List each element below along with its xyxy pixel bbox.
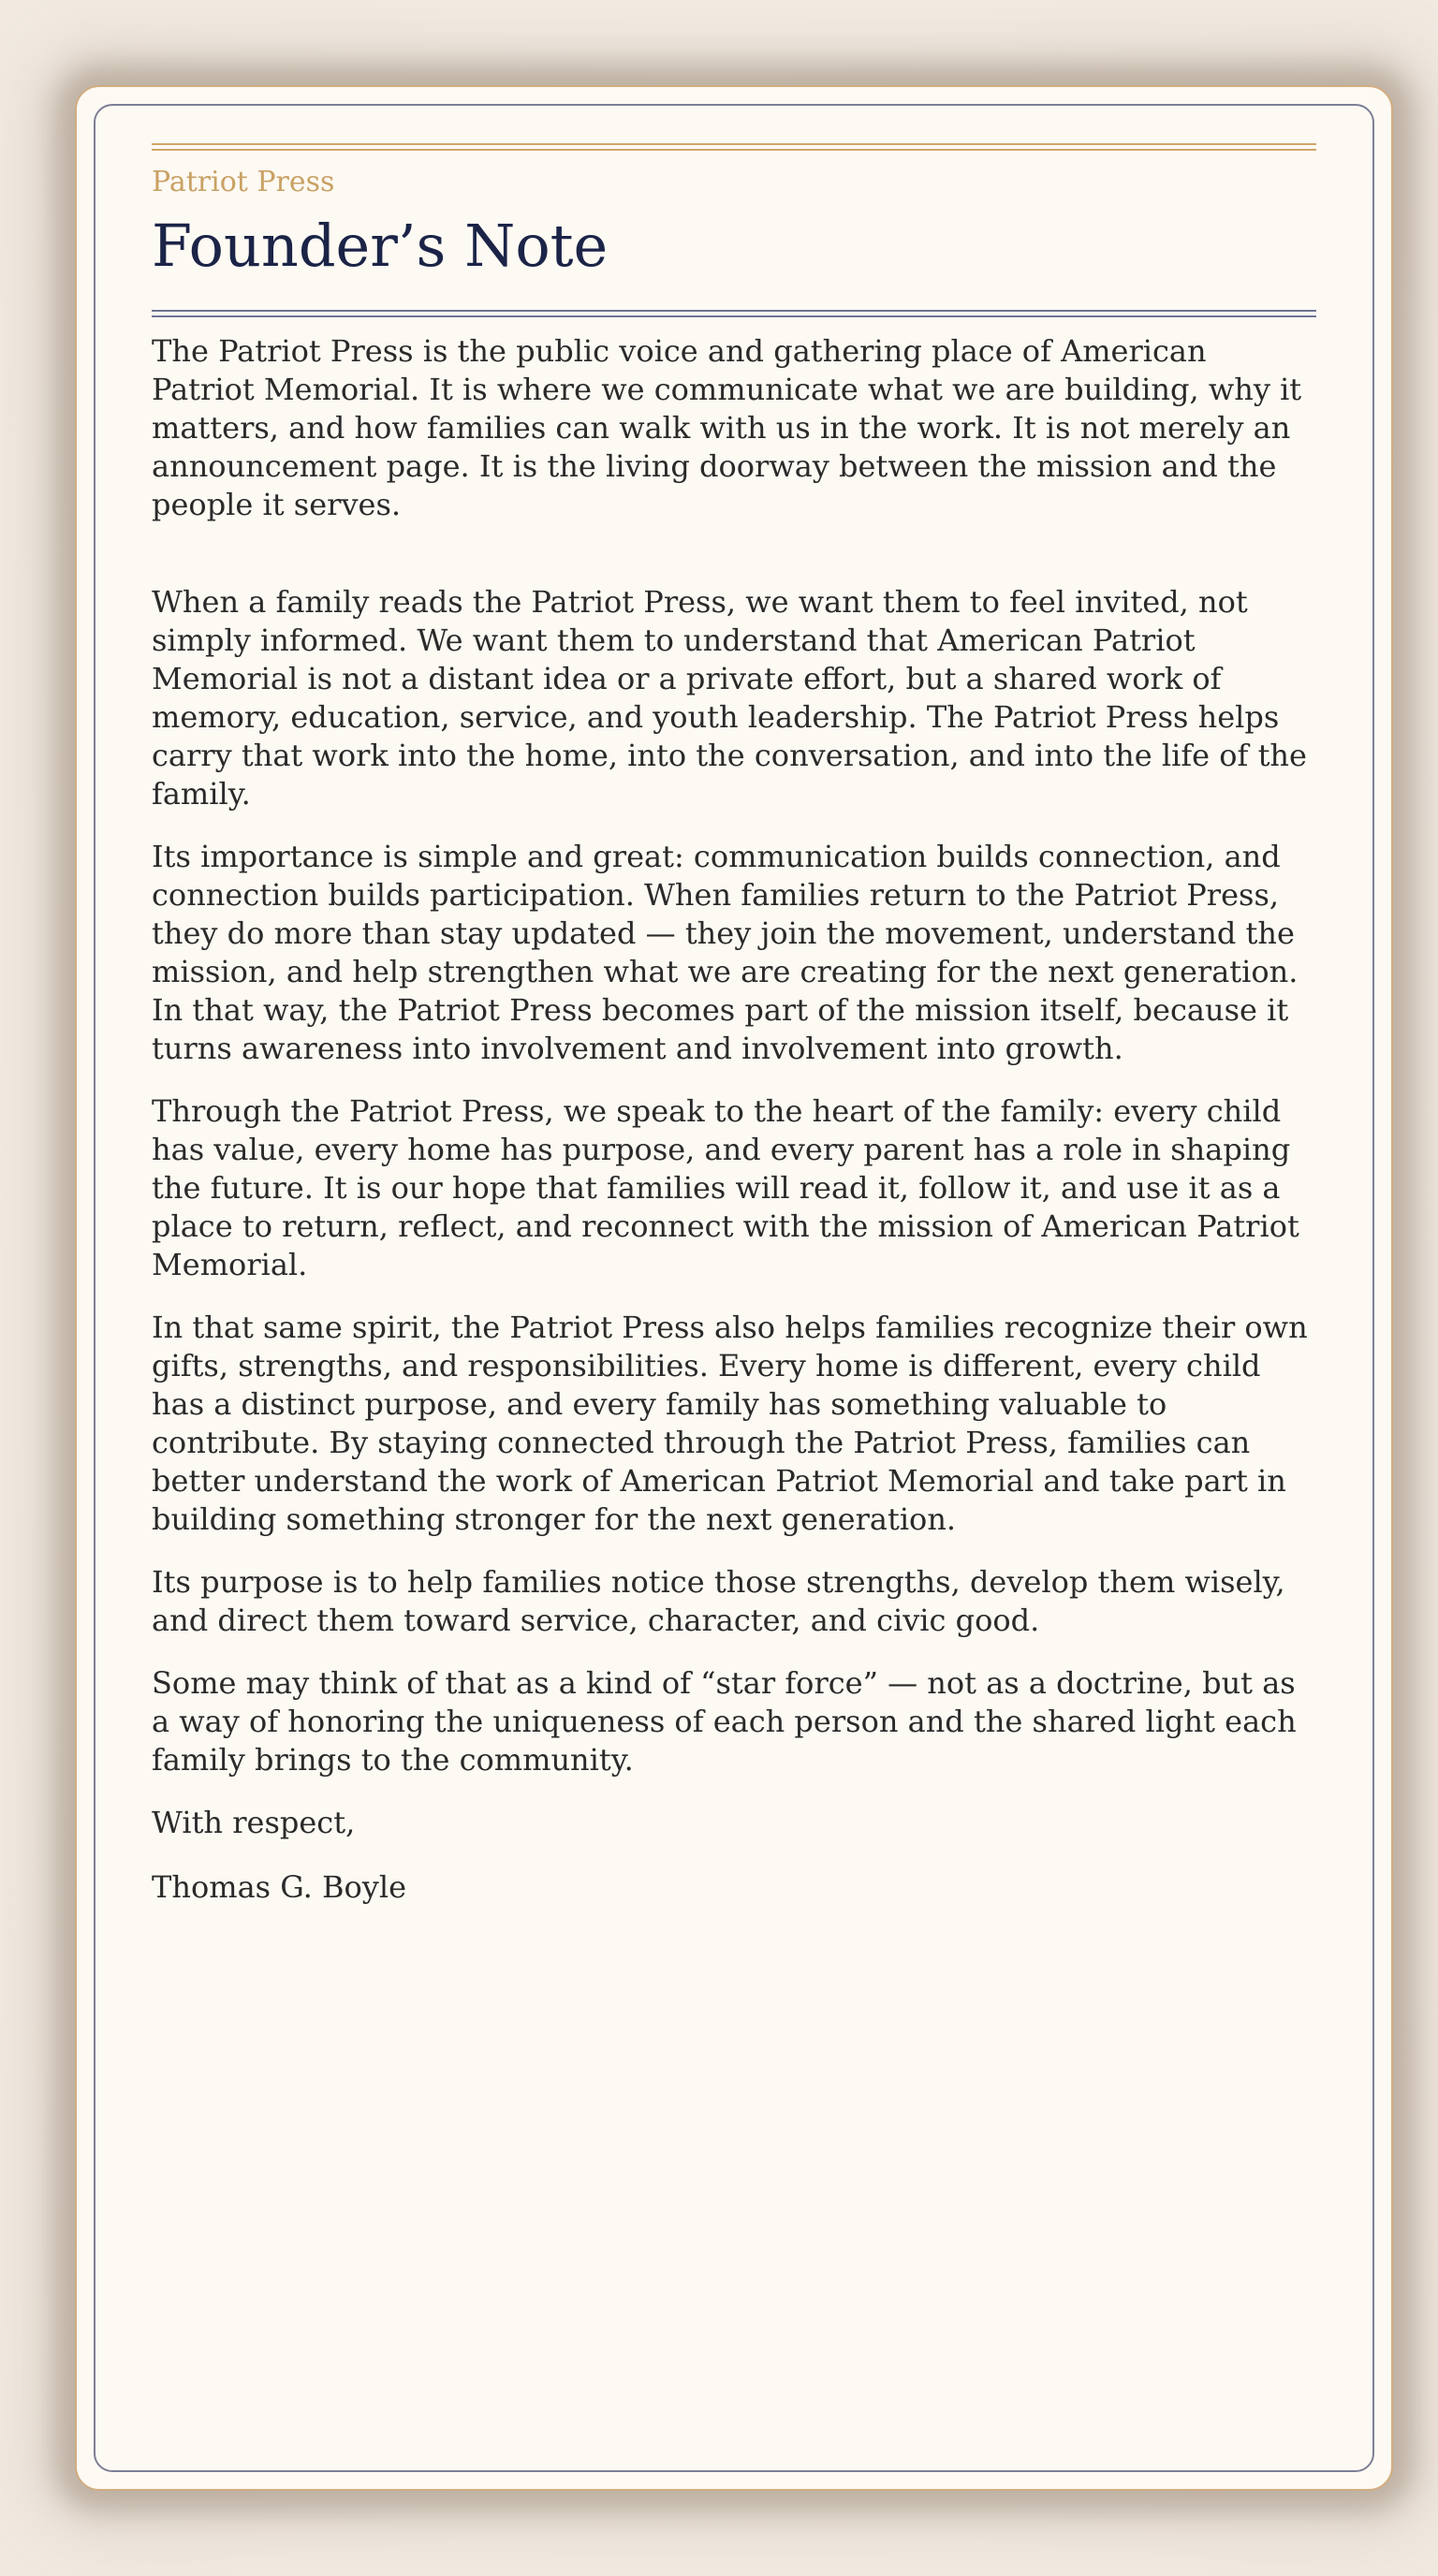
title-double-rule	[152, 310, 1316, 317]
publication-kicker: Patriot Press	[152, 166, 335, 198]
inner-border-frame	[94, 104, 1374, 2472]
note-content	[152, 143, 1316, 1933]
closing-salutation: With respect,	[152, 1805, 356, 1840]
paragraph-1: The Patriot Press is the public voice and gathering place of American Patriot Memorial. It is where we communicate what we are building, why it matters, and how families can walk with us in the work. It is not merely an announcement page. It is the living doorway between the mission and the people it serves.	[152, 333, 1302, 522]
paragraph-7: Some may think of that as a kind of “star force” — not as a doctrine, but as a way of honoring the uniqueness of each person and the shared light each family brings to the community.	[152, 1665, 1297, 1778]
paragraph-5: In that same spirit, the Patriot Press also helps families recognize their own gifts, strengths, and responsibilities. Every home is different, every child has a distinct purpose, and every family has something valuable to contribute. By staying connected through the Patriot Press, families can better understand the work of American Patriot Memorial and take part in building something stronger for the next generation.	[152, 1310, 1308, 1537]
founders-note-card	[75, 85, 1393, 2491]
top-gold-double-rule	[152, 143, 1316, 151]
note-body	[152, 332, 1316, 1907]
paragraph-4: Through the Patriot Press, we speak to the heart of the family: every child has value, every home has purpose, and every parent has a role in shaping the future. It is our hope that families will read it, follow it, and use it as a place to return, reflect, and reconnect with the mission of American Patriot Memorial.	[152, 1093, 1299, 1282]
paragraph-2: When a family reads the Patriot Press, we want them to feel invited, not simply informed. We want them to understand that American Patriot Memorial is not a distant idea or a private effort, but a shared work of memory, education, service, and youth leadership. The Patriot Press helps carry that work into the home, into the conversation, and into the life of the family.	[152, 584, 1307, 812]
paragraph-6: Its purpose is to help families notice those strengths, develop them wisely, and direct them toward service, character, and civic good.	[152, 1564, 1285, 1638]
paragraph-3: Its importance is simple and great: communication builds connection, and connection builds participation. When families return to the Patriot Press, they do more than stay updated — they join the movement, understand the mission, and help strengthen what we are creating for the next generation. In that way, the Patriot Press becomes part of the mission itself, because it turns awareness into involvement and involvement into growth.	[152, 839, 1299, 1066]
signature: Thomas G. Boyle	[152, 1869, 407, 1905]
page-title: Founder’s Note	[152, 212, 609, 280]
